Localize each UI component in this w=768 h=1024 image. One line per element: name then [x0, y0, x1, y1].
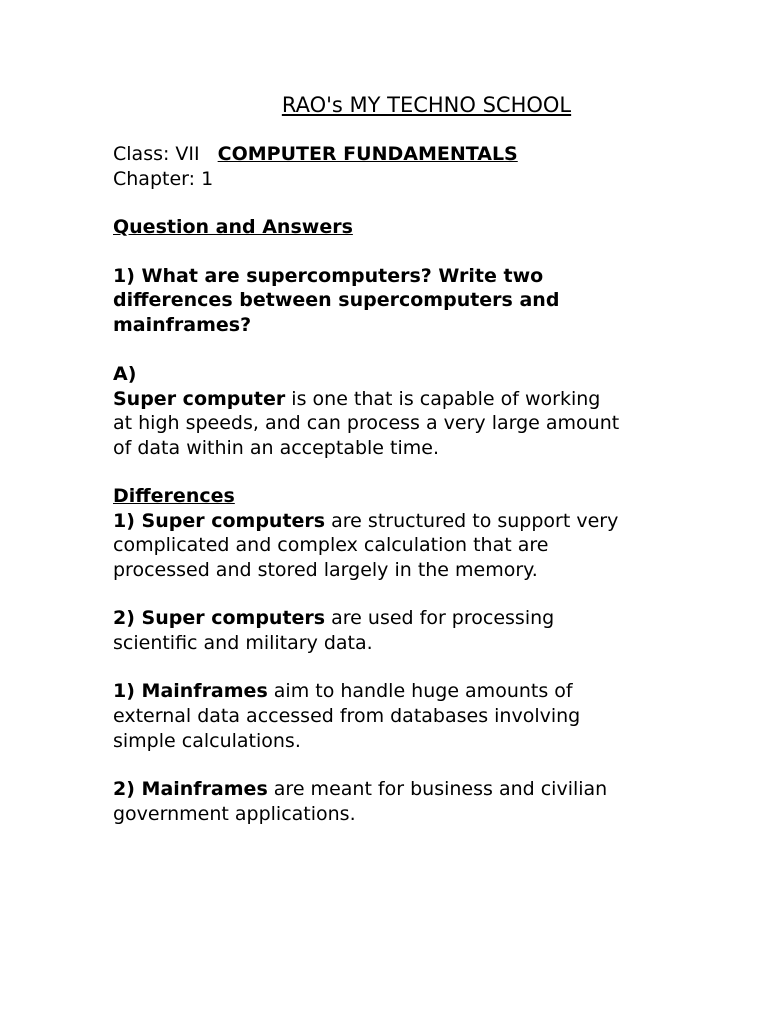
difference-text: are structured to support very [325, 510, 619, 532]
difference-number: 1) [113, 680, 142, 702]
difference-text: aim to handle huge amounts of [267, 680, 573, 702]
section-heading: Question and Answers [113, 216, 353, 238]
difference-term: Super computers [141, 510, 326, 532]
difference-number: 1) [113, 510, 142, 532]
difference-number: 2) [113, 778, 142, 800]
class-line [113, 142, 518, 167]
answer-text: is one that is capable of working [285, 388, 601, 410]
difference-line [113, 679, 573, 704]
answer-line: at high speeds, and can process a very large amount [113, 412, 620, 434]
answer-line [113, 387, 600, 412]
chapter-label: Chapter: 1 [113, 168, 214, 190]
difference-text: are meant for business and civilian [267, 778, 608, 800]
subject-title: COMPUTER FUNDAMENTALS [217, 143, 518, 165]
question-line: 1) What are supercomputers? Write two [113, 265, 544, 287]
difference-line: simple calculations. [113, 730, 301, 752]
difference-line: complicated and complex calculation that are [113, 534, 549, 556]
difference-text: are used for processing [325, 607, 555, 629]
difference-line [113, 509, 618, 534]
difference-line: external data accessed from databases involving [113, 705, 581, 727]
differences-heading: Differences [113, 485, 235, 507]
difference-term: Mainframes [141, 680, 268, 702]
answer-line: of data within an acceptable time. [113, 437, 439, 459]
difference-line [113, 606, 554, 631]
difference-term: Mainframes [141, 778, 268, 800]
difference-line: scientific and military data. [113, 632, 373, 654]
difference-line [113, 777, 607, 802]
answer-term: Super computer [113, 388, 286, 410]
class-label: Class: VII [113, 143, 200, 165]
question-line: differences between supercomputers and [113, 289, 560, 311]
difference-term: Super computers [141, 607, 326, 629]
difference-number: 2) [113, 607, 142, 629]
school-title: RAO's MY TECHNO SCHOOL [281, 93, 572, 117]
difference-line: processed and stored largely in the memory. [113, 559, 538, 581]
difference-line: government applications. [113, 803, 356, 825]
answer-label: A) [113, 363, 137, 385]
question-line: mainframes? [113, 314, 252, 336]
